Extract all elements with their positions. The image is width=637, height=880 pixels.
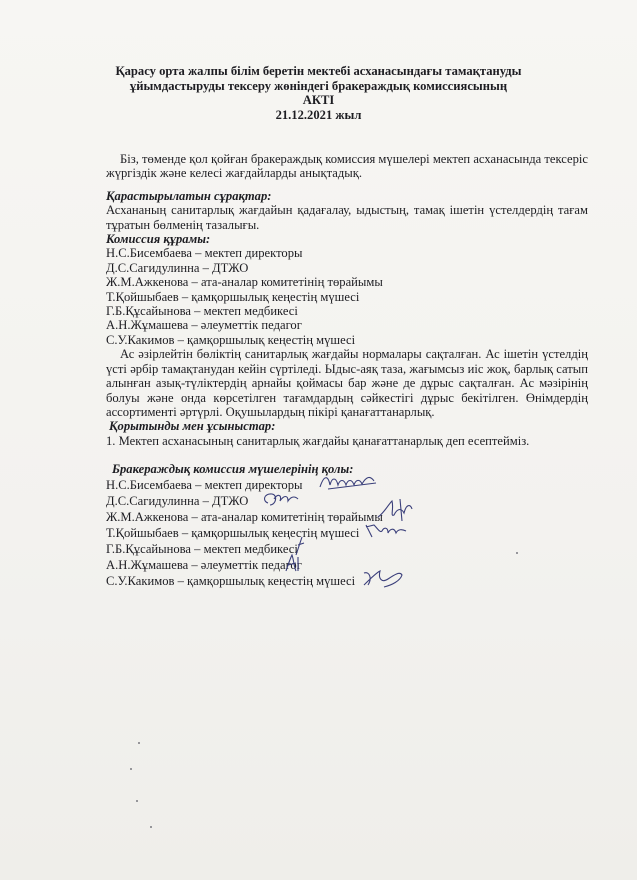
commission-member: Д.С.Сагидулинна – ДТЖО (106, 260, 249, 275)
handwritten-signature (258, 489, 304, 511)
handwritten-signature (360, 565, 406, 591)
handwritten-signature (316, 471, 380, 495)
conclusions-heading: Қорытынды мен ұсыныстар: (109, 419, 276, 434)
header-date: 21.12.2021 жыл (275, 107, 362, 122)
commission-member: Т.Қойшыбаев – қамқоршылық кеңестің мүшесі (106, 289, 360, 304)
commission-heading: Комиссия құрамы: (106, 232, 211, 247)
document-body (106, 152, 588, 589)
signature-member: С.У.Какимов – қамқоршылық кеңестің мүшесі (106, 573, 356, 588)
signature-row (106, 509, 588, 525)
commission-member: С.У.Какимов – қамқоршылық кеңестің мүшесі (106, 332, 356, 347)
signature-row (106, 525, 588, 541)
signature-row (106, 573, 588, 589)
questions-heading: Қарастырылатын сұрақтар: (106, 188, 272, 203)
signature-member: А.Н.Жұмашева – әлеуметтік педагог (106, 557, 302, 572)
handwritten-signature (362, 519, 410, 541)
signature-row (106, 493, 588, 509)
signatures-heading: Бракераждық комиссия мүшелерінің қолы: (112, 462, 354, 477)
document-header (0, 64, 637, 122)
scan-speck (138, 742, 140, 744)
commission-member: А.Н.Жұмашева – әлеуметтік педагог (106, 318, 302, 333)
questions-text: Асхананың санитарлық жағдайын қадағалау, ыдыстың, тамақ ішетін үстелдердің тағам тұратын бөлменің тазалығы. (106, 203, 588, 232)
commission-list (106, 246, 588, 347)
commission-member: Ж.М.Ажкенова – ата-аналар комитетінің төрайымы (106, 275, 383, 290)
signature-member: Н.С.Бисембаева – мектеп директоры (106, 477, 303, 492)
signature-member: Т.Қойшыбаев – қамқоршылық кеңестің мүшесі (106, 525, 360, 540)
commission-member: Н.С.Бисембаева – мектеп директоры (106, 246, 303, 261)
signature-row (106, 541, 588, 557)
header-title-line2: ұйымдастыруды тексеру жөніндегі бракераждық комиссиясының (129, 78, 508, 93)
handwritten-signature (282, 551, 302, 575)
scan-speck (130, 768, 132, 770)
header-title-line1: Қарасу орта жалпы білім беретін мектебі асханасындағы тамақтануды (115, 64, 522, 78)
findings-paragraph: Ас әзірлейтін бөліктің санитарлық жағдайы нормалары сақталған. Ас ішетін үстелдің үсті әрбір тамақтанудан кейін сүртіледі. Ыдыс-аяқ таза, жағымсыз иіс жоқ, барлық сатып алынған азық-түліктердің арнайы қоймасы бар және де дұрыс сақталған. Ас мәзірінің болуы және онда көрсетілген тағамдардың сәйкестігі дұрыс бекітілген. Өнімдердің ассортименті әртүрлі. Оқушылардың пікірі қанағаттанарлық. (106, 347, 588, 419)
signature-list (106, 477, 588, 589)
signature-member: Д.С.Сагидулинна – ДТЖО (106, 493, 249, 508)
signature-member: Г.Б.Құсайынова – мектеп медбикесі (106, 541, 298, 556)
header-act-title: АКТІ (302, 93, 335, 108)
signature-row (106, 477, 588, 493)
intro-paragraph: Біз, төменде қол қойған бракераждық комиссия мүшелері мектеп асханасында тексеріс жүргіздік және келесі жағдайларды анықтадық. (106, 152, 588, 181)
conclusions-item: 1. Мектеп асханасының санитарлық жағдайы қанағаттанарлық деп есептейміз. (106, 433, 530, 448)
signature-row (106, 557, 588, 573)
scan-speck (136, 800, 138, 802)
commission-member: Г.Б.Құсайынова – мектеп медбикесі (106, 304, 298, 319)
signature-member: Ж.М.Ажкенова – ата-аналар комитетінің төрайымы (106, 509, 383, 524)
scan-speck (150, 826, 152, 828)
scan-speck (516, 552, 518, 554)
